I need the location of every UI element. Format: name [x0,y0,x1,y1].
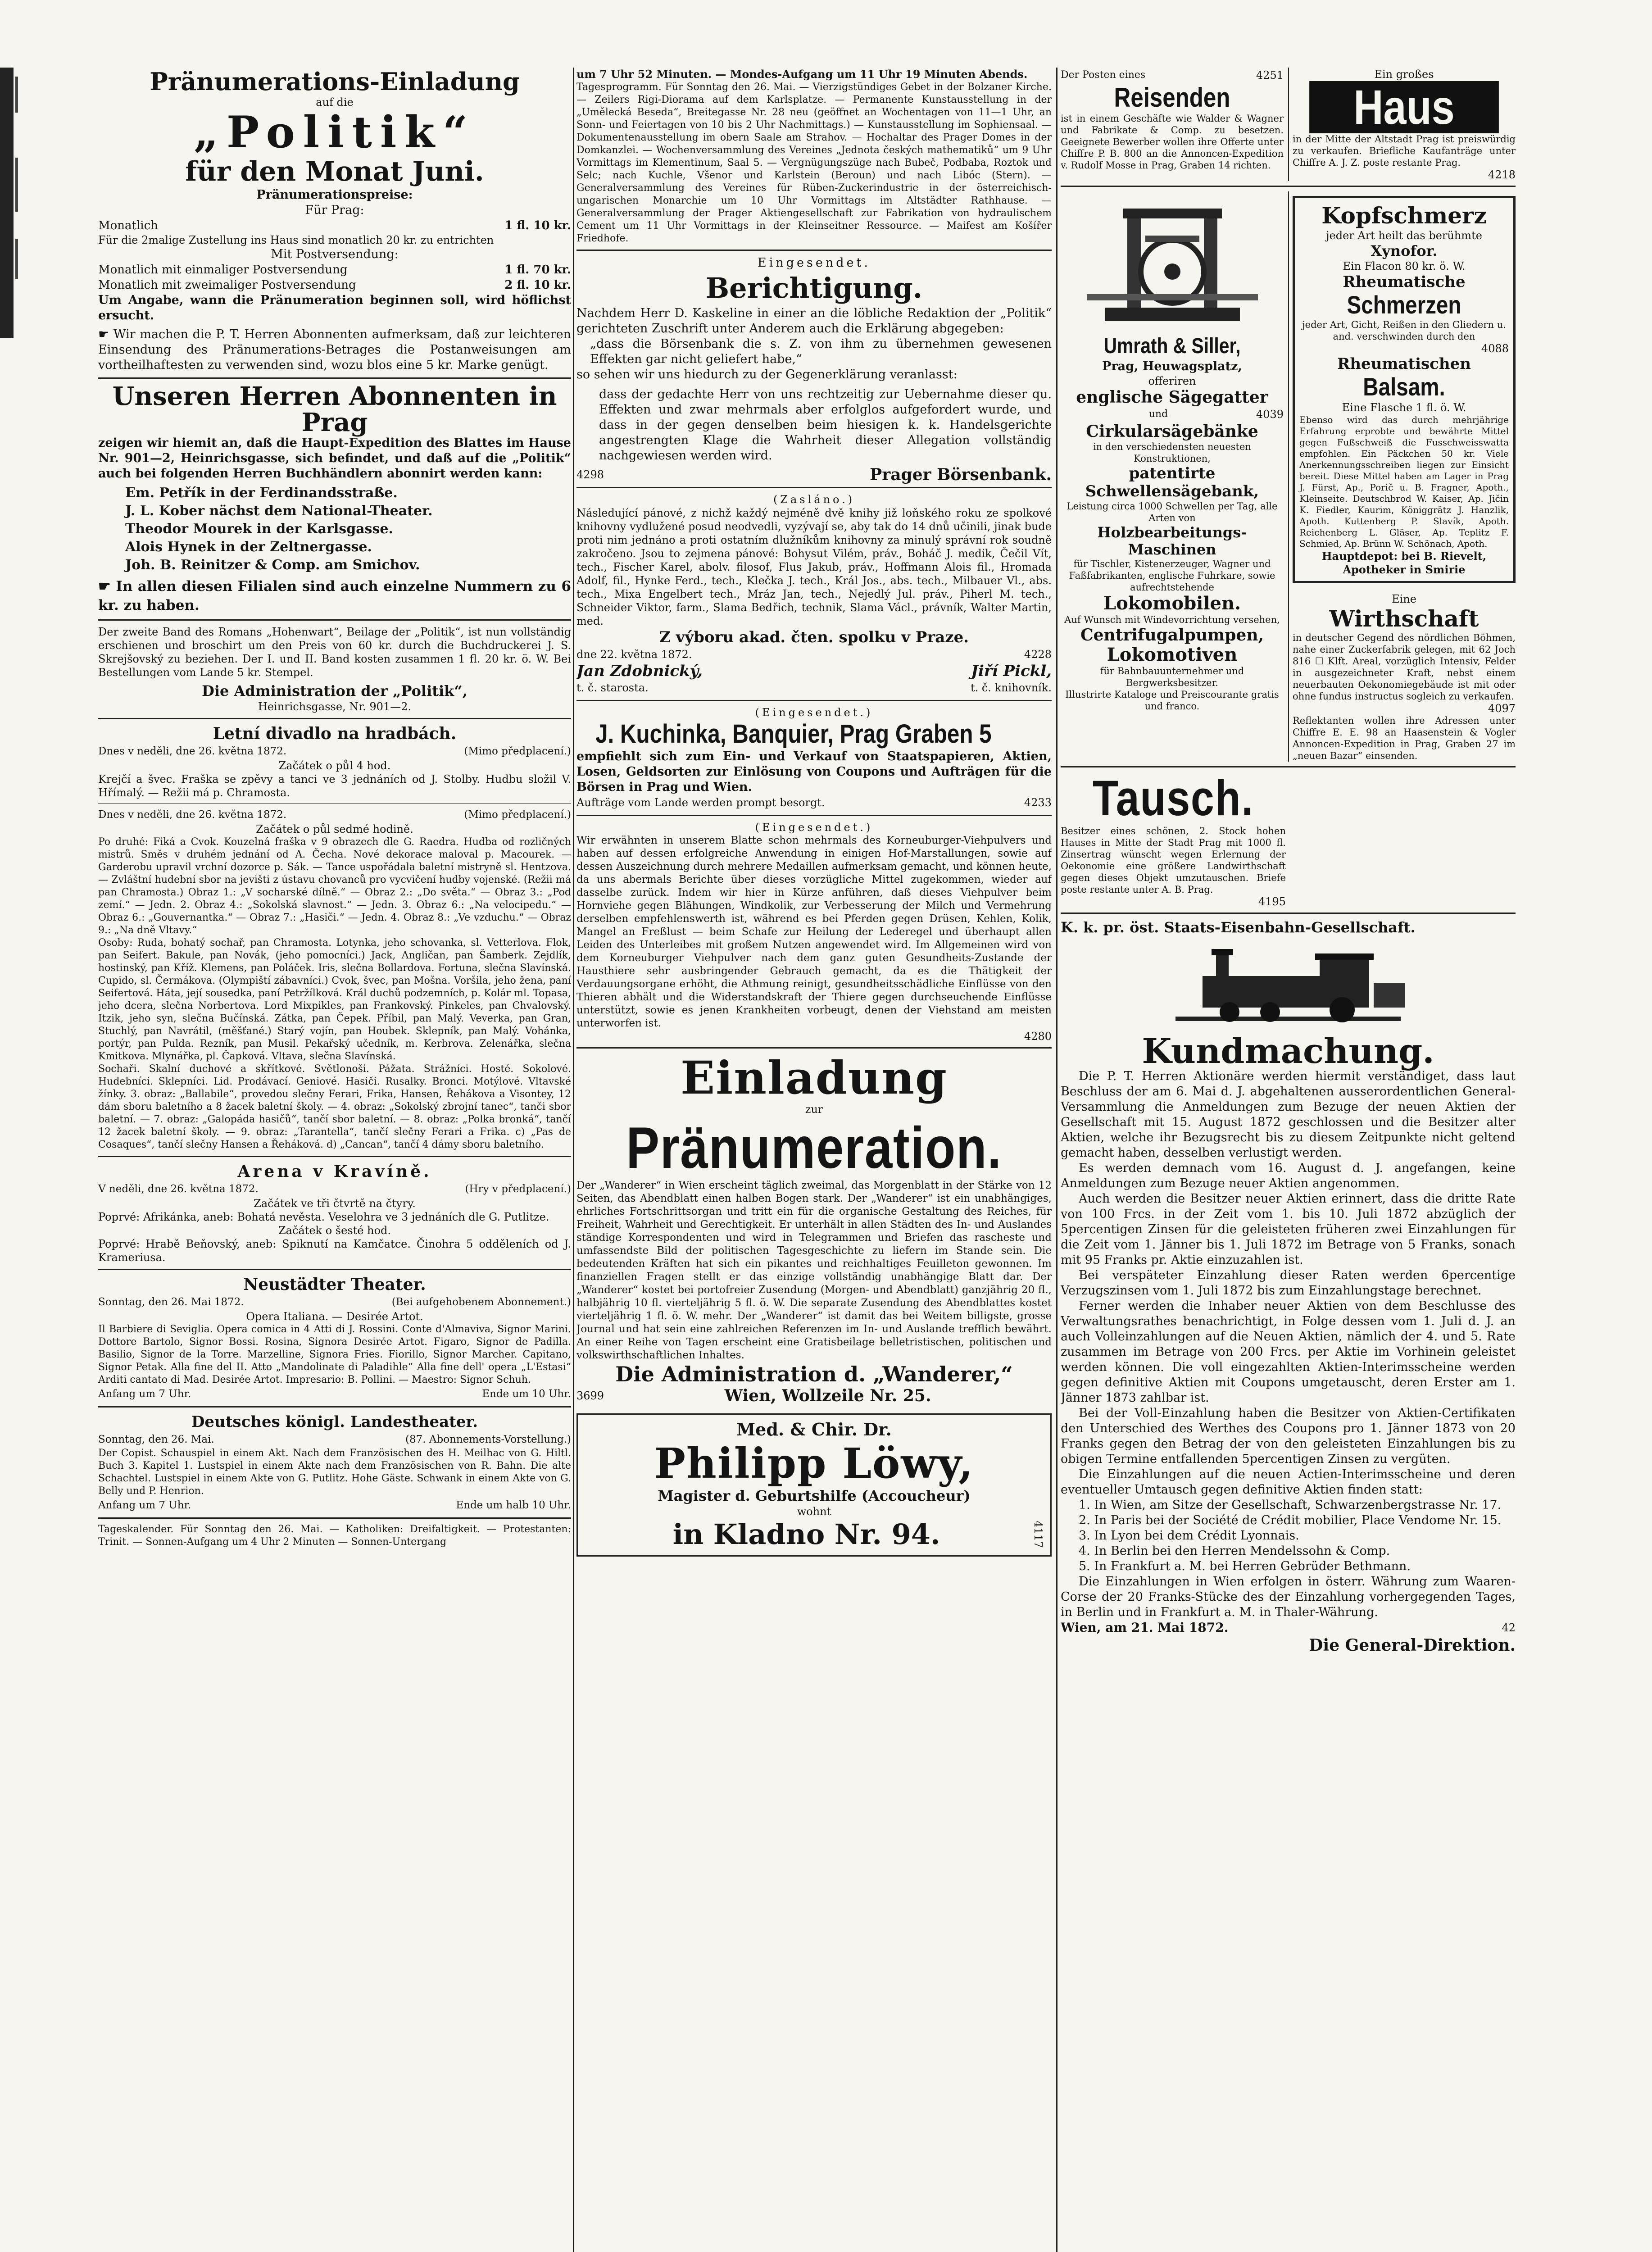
zasl-text: Následující pánové, z nichž každý nejméně dvě knihy již loňského roku ze spolkové knihovny vydlužené posud neodvedli, vyzývají se, aby tak do 14 dnů učinili, jinak bude proti nim jednáno a proti ostatním dlužníkům knihovny za minulý správní rok soudně zakročeno. Jsou to zejmena pánové: Bohysut Vilém, práv., Boháč J. medik, Čečil Vít, tech., Fischer Karel, abolv. filosof, Flus Jakub, práv., Hoffmann Alois fil., Hromada Adolf, fil., Hynke Ferd., tech., Klečka J. tech., Král Jos., abs. tech., Milbauer Vl., abs. tech., Mixa Engelbert tech., Mráz Jan, tech., Nejedlý Jul. práv., Piherl M. tech., Schneider Viktor, farm., Slama Bedřich, technik, Slama Václ., právník, Walter Martin, med. [576,507,1052,627]
play-desc: Krejčí a švec. Fraška se zpěvy a tanci ve 3 jednáních od J. Stolby. Hudbu složil V. Hřímalý. — Režii má p. Chramosta. [98,773,571,799]
balsam: Balsam. [1363,372,1445,401]
signature: Jan Zdobnický, [576,662,703,680]
reisenden-ad [1061,68,1284,181]
start-time: Začátek ve tři čtvrtě na čtyry. [254,1197,416,1210]
note: (Hry v předplacení.) [465,1183,571,1195]
list-item: 5. In Frankfurt a. M. bei Herren Gebrüder Bethmann. [1079,1559,1411,1573]
date-line: Sonntag, den 26. Mai 1872. [98,1296,244,1308]
date-line: V neděli, dne 26. května 1872. [98,1183,259,1195]
berich-text: dass der gedachte Herr von uns rechtzeitig zur Uebernahme dieser qu. Effekten und zwar mehrmals aber erfolglos aufgefordert wurde, und dass in der gegen denselben beim hiesigen k. k. Handelsgerichte angestrengten Klage die Wahrheit dieser Allegation vollständig nachgewiesen werden wird. [599,387,1052,463]
umrath-text: Auf Wunsch mit Windevorrichtung versehen, [1064,614,1280,625]
price-value: 1 fl. 70 kr. [504,263,571,277]
kund-para: Bei verspäteter Einzahlung dieser Raten werden 6percentige Verzugszinsen vom 1. Juli 1872 bis zum Einzahlungstage berechnet. [1061,1268,1516,1298]
kund-para: Es werden demnach vom 16. August d. J. angefangen, keine Anmeldungen zum Bezuge neuer Aktien angenommen. [1061,1161,1516,1190]
wand-admin: Die Administration d. „Wanderer,“ [615,1362,1013,1386]
price-note: Um Angabe, wann die Pränumeration beginnen soll, wird höflichst ersucht. [98,293,571,322]
berich-text: Nachdem Herr D. Kaskeline in einer an die löbliche Redaktion der „Politik“ gerichteten Zuschrift unter Anderem auch die Erklärung abgegeben: [576,306,1052,336]
end-time: Ende um halb 10 Uhr. [456,1499,571,1511]
kopf-prod: Xynofor. [1371,242,1438,259]
invite-title: Pränumerations-Einladung [150,68,520,96]
wand-pranumeration: Pränumeration. [626,1115,1002,1180]
ad-number: 4233 [1024,796,1052,809]
play-desc: Poprvé: Hrabě Beňovský, aneb: Spiknutí na Kamčatce. Činohra 5 odděleních od J. Krameriusa. [98,1238,571,1264]
list-item: Joh. B. Reinitzer & Comp. am Smichov. [125,557,420,573]
role: t. č. knihovník. [970,681,1052,694]
signature: Prager Börsenbank. [870,465,1052,484]
section-label: Eingesendet. [758,256,871,270]
ad-number: 4097 [1488,702,1516,715]
rheum2: Rheumatischen [1337,355,1471,373]
list-item: 3. In Lyon bei dem Crédit Lyonnais. [1079,1529,1299,1543]
moon-line: um 7 Uhr 52 Minuten. — Mondes-Aufgang um 11 Uhr 19 Minuten Abends. [576,68,1028,81]
price-row [98,277,571,293]
schmerz: Schmerzen [1347,291,1461,319]
balsam-price: Eine Flasche 1 fl. ö. W. [1342,401,1466,414]
column-middle [576,68,1052,2252]
play-desc: Po druhé: Fiká a Cvok. Kouzelná fraška v 9 obrazech dle G. Raedra. Hudba od rozličných mistrů. Směs v druhém jednání od A. Čecha. Nové dekorace maloval p. Macourek. — Garderobu upravil vrchní dozorce p. Sák. — Tance uspořádala baletní mistryně sl. Hentzova. — Zvláštní hudební sbor na jevišti z ústavu chovanců pro vycvičení hudby vojenské. (Režii má pan Chramosta.) Obraz 1.: „V socharské dílně.“ — Obraz 2.: „Do světa.“ — Obraz 3.: „Pod zemí.“ — Jedn. 2. Obraz 4.: „Sokolská slavnost.“ — Jedn. 3. Obraz 6.: „Na velocipedu.“ — Obraz 6.: „Gouvernantka.“ — Obraz 7.: „Hasiči.“ — Jedn. 4. Obraz 8.: „Ve vzduchu.“ — Obraz 9.: „Na dně Vltavy.“ [98,836,571,936]
dealer-list [98,484,571,574]
start-time: Začátek o půl 4 hod. [278,759,391,772]
cast-list-tail: Sochaři. Skalní duchové a skřítkové. Světlonoši. Pážata. Strážníci. Hosté. Sokolové. Hudebníci. Sklepníci. Lid. Prodávací. Geniové. Hasiči. Rusalky. Bronci. Motýlové. Vltavské žínky. 3. obraz: „Ballabile“, provedou slečny Ferari, Frika, Hansen, Řehákova a Visontey, 12 dám sboru baletního a 8 žacek baletní školy. — 4. obraz: „Sokolský zbrojní tanec“, tanči sbor baletní. — 7. obraz: „Galopáda hasičů“, tančí sbor baletní. — 8. obraz: „Polka bronká“, tančí 12 žacek baletní školy. — 9. obraz: „Tarantella“, tančí slečny Ferari a Frika. c) „Pas de Cosaques“, tančí slečny Hansen a Řeháková. d) „Cancan“, tančí 4 dámy sboru baletního. [98,1063,571,1150]
filial-notice: ☛ In allen diesen Filialen sind auch einzelne Nummern zu 6 kr. zu haben. [98,578,571,613]
berich-quote: „dass die Börsenbank die s. Z. von ihm zu übernehmen gewesenen Effekten gar nicht geliefert habe,“ [590,337,1052,366]
ad-number: 3699 [576,1389,604,1402]
lowy-box [576,1413,1052,1557]
opera-line: Opera Italiana. — Desirée Artot. [246,1310,423,1323]
umrath-holz: Holzbearbeitungs-Maschinen [1097,524,1247,558]
lowy-name: Philipp Löwy, [654,1439,974,1488]
admin-sign: Die Administration der „Politik“, [202,682,467,699]
umrath-loko: Lokomobilen. [1103,593,1241,614]
umrath-off: offeriren [1148,375,1196,387]
umrath-text: für Bahnbauunternehmer und Bergwerksbesitzer. [1100,666,1244,688]
price-label: Monatlich mit einmaliger Postversendung [98,263,348,277]
kund-para: Ferner werden die Inhaber neuer Aktien von dem Beschlusse des Verwaltungsrathes benachrichtigt, in Folge dessen vom 1. Juli d. J. an auch Volleinzahlungen auf die Neuen Aktien, nämlich der 4. und 5. Rate zusammen im Betrage von 200 Frcs. per Aktie im Vorhinein geleistet werden können. Die voll eingezahlten Aktien-Interimsscheine werden gegen definitive Aktien mit Coupons umgetauscht, deren Erster am 1. Jänner 1873 zahlbar ist. [1061,1299,1516,1405]
note: Aufträge vom Lande werden prompt besorgt. [576,796,825,809]
kuch-title: J. Kuchinka, Banquier, Prag Graben 5 [595,719,992,749]
wirt-text: in deutscher Gegend des nördlichen Böhmen, nahe einer Zuckerfabrik gelegen, mit 62 Joch 816 ☐ Klft. Areal, vorzüglich Intensiv, Felder in ausgezeichneter Kraft, nebst einem neuerbauten Oekonomiegebäude ist mit oder ohne fundus instructus sogleich zu verkaufen. [1293,632,1516,702]
ad-number: 4298 [576,468,604,481]
day-program: Tagesprogramm. Für Sonntag den 26. Mai. — Vierzigstündiges Gebet in der Bolzaner Kirche. — Zeilers Rigi-Diorama auf dem Karlsplatze. — Permanente Kunstausstellung in der „Umělecká Beseda“, Breitegasse Nr. 28 neu (geöffnet an Wochentagen von 11—1 Uhr, an Sonn- und Feiertagen von 10 bis 2 Uhr Nachmittags.) — Kunstausstellung im Sophiensaal. — Dokumentenausstellung im obern Saale am Strahov. — Hochaltar des Prager Domes in der Domkanzlei. — Wochenversammlung des Vereines „Jednota českých mathematiků“ um 9 Uhr Vormittags im Klementinum, Saal 5. — Vergnügungszüge nach Bubeč, Podbaba, Roztok und Selc; nach Kuchle, Všenor und Karlstein (Beroun) und nach Libóc (Stern). — Generalversammlung des Vereines für Rüben-Zuckerindustrie in der österreichisch-ungarischen Monarchie um 10 Uhr Vormittags im Altstädter Rathhause. — Generalversammlung der Prager Aktiengesellschaft zur Fabrikation von hydraulischem Cement um 11 Uhr Vormittags in der Kleinseitner Ressource. — Maifest am Košířer Friedhofe. [576,82,1052,244]
kopf-title: Kopfschmerz [1321,202,1487,229]
price-label: Monatlich mit zweimaliger Postversendung [98,278,356,292]
haus-text: in der Mitte der Altstadt Prag ist preiswürdig zu verkaufen. Briefliche Kaufanträge unter Chiffre A. J. Z. poste restante Prag. [1293,134,1516,168]
ad-number: 4251 [1256,69,1284,82]
top-ads [1061,68,1516,181]
kund-sign: Die General-Direktion. [1309,1636,1516,1655]
right-stack [1288,191,1516,762]
tausch-text: Besitzer eines schönen, 2. Stock hohen Hauses in Mitte der Stadt Prag mit 1000 fl. Zinsertrag wünscht wegen Erlernung der Oekonomie eine größere Landwirthschaft gegen dieses Objekt umzutauschen. Briefe poste restante unter A. B. Prag. [1061,826,1286,895]
umrath-text: Leistung circa 1000 Schwellen per Tag, alle Arten von [1067,501,1278,523]
berich-text: so sehen wir uns hiedurch zu der Gegenerklärung veranlasst: [576,368,958,381]
bahn-title: K. k. pr. öst. Staats-Eisenbahn-Gesellschaft. [1061,919,1416,936]
abonn-text: zeigen wir hiemit an, daß die Haupt-Expedition des Blattes im Hause Nr. 901—2, Heinrichsgasse, sich befindet, und daß auf die „Politik“ auch bei folgenden Herren Buchhändlern abonnirt werden kann: [98,436,571,481]
wirt-text: Reflektanten wollen ihre Adressen unter Chiffre E. E. 98 an Haasenstein & Vogler Annoncen-Expedition in Prag, Graben 27 im „neuen Bazar“ einsenden. [1293,715,1516,761]
umrath-pat: patentirte Schwellensägebank, [1085,464,1259,500]
list-item: J. L. Kober nächst dem National-Theater. [125,503,433,519]
conj: und [1148,409,1168,420]
kund-para: Auch werden die Besitzer neuer Aktien erinnert, dass die dritte Rate von 100 Frcs. in der Zeit vom 1. bis 10. Juli 1872 abzüglich der 5percentigen Zinsen für die geleisteten früheren zwei Einzahlungen für die Zeit vom 1. Jänner bis 1. Juli 1872 im Betrage von 5 Franks, sonach mit 95 Franks pr. Aktie einzuzahlen ist. [1061,1192,1516,1267]
kopfschmerz-ad [1293,196,1516,583]
ad-number: 42 [1502,1621,1516,1634]
address: Wien, Wollzeile Nr. 25. [724,1386,931,1405]
deut-title: Deutsches königl. Landestheater. [191,1413,478,1431]
balsam-text: Ebenso wird das durch mehrjährige Erfahrung erprobte und bewährte Mittel gegen Fußschweiß die Fusschweisswatta empfohlen. Ein Päckchen 50 kr. Viele Anerkennungsschreiben liegen zur Einsicht bereit. Diese Mittel haben am Lager in Prag J. Fürst, Ap., Porič u. B. Fragner, Apoth., Kleinseite. Deutschbrod W. Kaiser, Ap. Jičin K. Fiedler, Kaurim, Königgrätz J. Hanzlik, Apoth. Kuttenberg P. Slavík, Apoth. Reichenberg L. Gläser, Ap. Teplitz F. Schmied, Ap. Brünn W. Schönach, Apoth. [1299,414,1509,549]
lowy-wohnt: wohnt [797,1505,831,1518]
pointing-hand-icon: ☛ [98,578,116,595]
haus-ad [1288,68,1516,181]
ad-number: 4088 [1481,342,1509,355]
price-label: Monatlich [98,219,158,232]
binding-edge [0,68,27,338]
umrath-title: Umrath & Siller, [1103,334,1241,358]
ad-number: 4228 [1024,648,1052,661]
berich-title: Berichtigung. [705,272,923,304]
sawmill-machine-illustration [1078,195,1267,330]
tausch-ad [1061,772,1286,908]
column-rule [573,68,574,2252]
date-line: Dnes v neděli, dne 26. května 1872. [98,745,287,757]
role: t. č. starosta. [576,681,649,694]
haus-title: Haus [1309,81,1499,133]
kund-para: Die Einzahlungen auf die neuen Actien-Interimsscheine und deren eventueller Umtausch gegen definitive Aktien finden statt: [1061,1467,1516,1497]
note: (87. Abonnements-Vorstellung.) [405,1434,571,1445]
abonn-title: Unseren Herren Abonnenten in Prag [112,381,557,437]
kund-para: Die P. T. Herren Aktionäre werden hiermit verständiget, dass laut Beschluss der am 6. Mai d. J. abgehaltenen ausserordentlichen General-Versammlung die Anmeldungen zum Bezuge der neuen Aktien der Gesellschaft mit 15. August 1872 geschlossen und die Besitzer alter Aktien, welche ihr Bezugsrecht bis zu diesem Zeitpunkte nicht geltend gemacht haben, desselben verlustigt werden. [1061,1069,1516,1160]
column-left [98,68,571,2252]
ad-number: 4039 [1256,408,1284,421]
prices-head: Pränumerationspreise: [256,188,413,202]
list-item: 2. In Paris bei der Société de Crédit mobilier, Place Vendome Nr. 15. [1079,1513,1502,1527]
ad-number: 4117 [1032,1521,1044,1548]
price-value: 1 fl. 10 kr. [504,219,571,232]
price-row [98,218,571,233]
umrath-text: in den verschiedensten neuesten Konstruktionen, [1093,441,1251,464]
lowy-addr: in Kladno Nr. 94. [672,1518,940,1551]
korn-text: Wir erwähnten in unserem Blatte schon mehrmals des Korneuburger-Viehpulvers und haben auf dessen erfolgreiche Anwendung in einigen Hof-Marstallungen, sowie auf dessen Auszeichnung durch mehrere Medaillen aufmerksam gemacht, und können heute, da uns abermals Berichte über dieses vorzügliche Mittel zugekommen, wieder auf dasselbe zurück. Indem wir hier in Kürze anführen, daß dieses Viehpulver beim Hornviehe gegen Blähungen, Windkolik, zur Verbesserung der Milch und Vermehrung derselben empfehlenswerth ist, während es bei Pferden gegen Drüsen, Kehlen, Kolik, Mangel an Freßlust — beim Schafe zur Heilung der Lederegel und überhaupt allen Leiden des Unterleibes mit großem Nutzen angewendet wird. Im Allgemeinen wird von dem Korneuburger Viehpulver nach dem ganz guten Gesundheits-Zustande der Hausthiere sehr ausbringender Gebrauch gemacht, da es die Thätigkeit der Verdauungsorgane erhöht, die Athmung reinigt, gesundheitsschädliche Einflüsse von den Thieren abhält und die Widerstandskraft der Thiere gegen durchseuchende Einflüsse unterstützt, sowie es jenen Krankheiten vorbeugt, denen der Viehstand am meisten unterworfen ist. [576,835,1052,1029]
note: (Mimo předplacení.) [464,809,571,821]
ad-top: Der Posten eines [1061,69,1146,81]
section-label: (Eingesendet.) [755,821,873,834]
reisenden-text: ist in einem Geschäfte wie Walder & Wagner und Fabrikate & Comp. zu besetzen. Geeignete Bewerber wollen ihre Offerte unter Chiffre P. B. 800 an die Annoncen-Expedition v. Rudolf Mosse in Prag, Graben 14 richten. [1061,113,1284,171]
kund-para: Bei der Voll-Einzahlung haben die Besitzer von Aktien-Certifikaten den Unterschied des Werthes des Coupons pro 1. Jänner 1873 von 20 Franks gegen den Betrag der von den geleisteten Einzahlungen bis zu obigen Termine entfallenden 5percentigen Zinsen zu vergüten. [1061,1406,1516,1466]
date-line: Sonntag, den 26. Mai. [98,1434,214,1445]
umrath-addr: Prag, Heuwagsplatz, [1102,359,1242,373]
haus-top: Ein großes [1374,68,1434,81]
umrath-kreis: Cirkularsägebänke [1086,422,1258,441]
column-rule [1056,68,1057,2252]
wand-text: Der „Wanderer“ in Wien erscheint täglich zweimal, das Morgenblatt in der Stärke von 12 Seiten, das Abendblatt einen halben Bogen stark. Der „Wanderer“ ist ein unabhängiges, ehrliches Fortschrittsorgan und tritt ein für die organische Gestaltung des Reiches, für Freiheit, Wahrheit und Gerechtigkeit. Er unterhält in allen Städten des In- und Auslandes ständige Korrespondenten und wird in Telegrammen und Briefen das rascheste und umfassendste Bild der politischen Tagesgeschichte zu liefern im Stande sein. Die bedeutenden Kräften hat sich ein pikantes und reichhaltiges Feuilleton gewonnen. Im finanziellen Fragen stellt er das einzige vollständig unabhängige Blatt dar. Der „Wanderer“ kostet bei portofreier Zusendung (Morgen- und Abendblatt) ganzjährig 20 fl., halbjährig 10 fl. vierteljährig 5 fl. ö. W. Die separate Zusendung des Abendblattes kostet vierteljährig 1 fl. ö. W. mehr. Der „Wanderer“ ist damit das bei Weitem billigste, grosse Journal und hat sein eine zahlreichen Referenzen im In- und Auslande trefflich bewährt. An einer Reihe von Tagen erscheint eine Gratisbeilage belletristischen, politischen und volkswirthschaftlichen Inhaltes. [576,1180,1052,1361]
lowy-head: Med. & Chir. Dr. [736,1419,892,1439]
kopf-price: Ein Flacon 80 kr. ö. W. [1343,260,1466,272]
price-value: 2 fl. 10 kr. [504,278,571,292]
lowy-role: Magister d. Geburtshilfe (Accoucheur) [658,1487,971,1504]
zasl-sign: Z výboru akad. čten. spolku v Praze. [659,628,969,646]
kopf-text: jeder Art heilt das berühmte [1326,229,1482,242]
kund-para: Die Einzahlungen in Wien erfolgen in österr. Währung zum Waaren-Corse der 20 Franks-Stücke des der Einzahlung vorhergegenden Tages, in Berlin und in Frankfurt a. M. in Thaler-Währung. [1061,1575,1516,1619]
note: (Bei aufgehobenem Abonnement.) [391,1296,571,1308]
wand-einladung: Einladung [681,1051,948,1104]
start-time: Začátek o půl sedmé hodině. [256,823,413,835]
umrath-ad [1061,191,1284,762]
date-line: Wien, am 21. Mai 1872. [1061,1620,1229,1635]
umrath-lok: Lokomotiven [1107,644,1238,665]
signature: Jiří Pickl, [971,662,1052,680]
kopf-text: jeder Art, Gicht, Reißen in den Gliedern u. and. verschwinden durch den [1302,319,1506,342]
neust-title: Neustädter Theater. [243,1275,426,1294]
kuch-text: empfiehlt sich zum Ein- und Verkauf von Staatspapieren, Aktien, Losen, Geldsorten zur Einlösung von Coupons und Aufträgen für die Börsen in Prag und Wien. [576,749,1052,794]
price-delivery: Für die 2malige Zustellung ins Haus sind monatlich 20 kr. zu entrichten [98,234,494,246]
play-desc: Poprvé: Afrikánka, aneb: Bohatá nevěsta. Veselohra ve 3 jednáních dle G. Putlitze. [98,1211,549,1223]
opera-desc: Il Barbiere di Seviglia. Opera comica in 4 Atti di J. Rossini. Conte d'Almaviva, Signor Marini. Dottore Bartolo, Signor Bossi. Rosina, Signora Desirée Artot. Figaro, Signor de Padilla. Basilio, Signor de la Torre. Marzelline, Signora Fries. Fiorillo, Signor Marcher. Capitano, Signor Petak. Alla fine del II. Atto „Mandolinate di Paladihle“ Alla fine dell' opera „L'Estasi“ Arditi cantato di Mad. Desirée Artot. Impresario: B. Pollini. — Maestro: Signor Schuh. [98,1324,571,1385]
list-item: Alois Hynek in der Zeltnergasse. [125,539,372,555]
pointing-hand-icon: ☛ [98,327,113,341]
locomotive-illustration [1162,940,1414,1030]
wirt-top: Eine [1392,593,1416,605]
list-item: Theodor Mourek in der Karlsgasse. [125,521,393,537]
balsam-depot: Hauptdepot: bei B. Rievelt, Apotheker in Smirie [1321,549,1487,576]
column-right [1061,68,1516,2252]
list-item: 4. In Berlin bei den Herren Mendelssohn & Comp. [1079,1544,1390,1558]
reisenden-title: Reisenden [1114,82,1230,113]
prices-post: Mit Postversendung: [271,247,399,261]
umrath-saeg: englische Sägegatter [1076,388,1268,407]
list-item: Em. Petřík in der Ferdinandsstraße. [125,485,398,501]
ad-number: 4195 [1258,895,1286,908]
start-time: Anfang um 7 Uhr. [98,1388,191,1400]
rheum1: Rheumatische [1343,273,1466,291]
invite-auf: auf die [316,96,354,109]
kund-title: Kundmachung. [1142,1031,1434,1071]
list-item: 1. In Wien, am Sitze der Gesellschaft, Schwarzenbergstrasse Nr. 17. [1079,1498,1502,1512]
section-label: (Zasláno.) [773,493,855,506]
middle-ads [1061,191,1516,762]
end-time: Ende um 10 Uhr. [482,1388,571,1400]
section-label: (Eingesendet.) [755,706,873,719]
day-calendar: Tageskalender. Für Sonntag den 26. Mai. — Katholiken: Dreifaltigkeit. — Protestanten: Trinit. — Sonnen-Aufgang um 4 Uhr 2 Minuten — Sonnen-Untergang [98,1524,571,1548]
date-line: dne 22. května 1872. [576,648,692,661]
notice-subscribers: ☛ Wir machen die P. T. Herren Abonnenten aufmerksam, daß zur leichteren Einsendung des Pränumerations-Betrages die Postanweisungen am vortheilhaftesten zu verwenden sind, wozu blos eine 5 kr. Marke genügt. [98,327,571,372]
prices-prag: Für Prag: [305,203,364,217]
tausch-title: Tausch. [1092,771,1254,826]
note: (Mimo předplacení.) [464,745,571,757]
admin-addr: Heinrichsgasse, Nr. 901—2. [258,700,412,713]
start-time: Začátek o šesté hod. [278,1224,391,1237]
play-desc: Der Copist. Schauspiel in einem Akt. Nach dem Französischen des H. Meilhac von G. Hiltl. Buch 3. Kapitel 1. Lustspiel in einem Akte nach dem Französischen von R. Bahn. Die alte Schachtel. Lustspiel in einem Akte von G. Putlitz. Hohe Gäste. Schwank in einem Akte von G. Belly und P. Henrion. [98,1448,571,1497]
letni-title: Letní divadlo na hradbách. [213,724,457,743]
ad-number: 4280 [1024,1030,1052,1043]
roman-notice: Der zweite Band des Romans „Hohenwart“, Beilage der „Politik“, ist nun vollständig erschienen und broschirt um den Preis von 60 kr. durch die Buchdruckerei J. S. Skrejšovský zu beziehen. Der I. und II. Band kosten zusammen 1 fl. 20 kr. ö. W. Bei Bestellungen vom Lande 5 kr. Stempel. [98,626,571,679]
start-time: Anfang um 7 Uhr. [98,1499,191,1511]
umrath-text: Illustrirte Kataloge und Preiscourante gratis und franco. [1065,689,1279,712]
arena-title: Arena v Kravíně. [237,1162,432,1181]
wirt-title: Wirthschaft [1329,605,1479,632]
invite-month: für den Monat Juni. [185,156,484,187]
invite-paper: „Politik“ [193,107,476,158]
cast-list: Osoby: Ruda, bohatý sochař, pan Chramosta. Lotynka, jeho schovanka, sl. Vetterlova. Flok, pan Seifert. Bakule, pan Novák, (jeho pomocníci.) Jack, Angličan, pan Šamberk. Zejdlík, hostinský, pan Kříž. Klemens, pan Poláček. Iris, slečna Bollardova. Fortuna, slečna Slavínská. Cupido, sl. Čermákova. (Olympiští zábavníci.) Cvok, švec, pan Mošna. Voršila, jeho žena, paní Seifertová. Háta, její sousedka, paní Petržílková. Král duchů podzemních, p. Kolár ml. Topasa, jeho dcera, slečna Norbertova. Lord Mixpikles, pan Frankovský. Pinkeles, pan Chvalovský. Itzik, jeho syn, slečna Bučínská. Zátka, pan Čepek. Příbil, pan Malý. Veverka, pan Gran, Stuchlý, pan Navrátil, (měšťané.) Starý vojín, pan Houbek. Sklepník, pan Malý. Vohánka, portýr, pan Pulda. Rezník, pan Musil. Pekařský učedník, m. Kerbrova. Zelenářka, slečna Kmitkova. Mlynářka, pl. Čapková. Vltava, slečna Slavínská. [98,937,571,1062]
umrath-cent: Centrifugalpumpen, [1080,626,1264,645]
date-line: Dnes v neděli, dne 26. května 1872. [98,809,287,821]
wand-zur: zur [805,1103,823,1116]
umrath-text: für Tischler, Kistenerzeuger, Wagner und Faßfabrikanten, englische Fuhrkare, sowie aufrechtstehende [1069,558,1275,593]
price-row [98,262,571,277]
ad-number: 4218 [1488,168,1516,181]
